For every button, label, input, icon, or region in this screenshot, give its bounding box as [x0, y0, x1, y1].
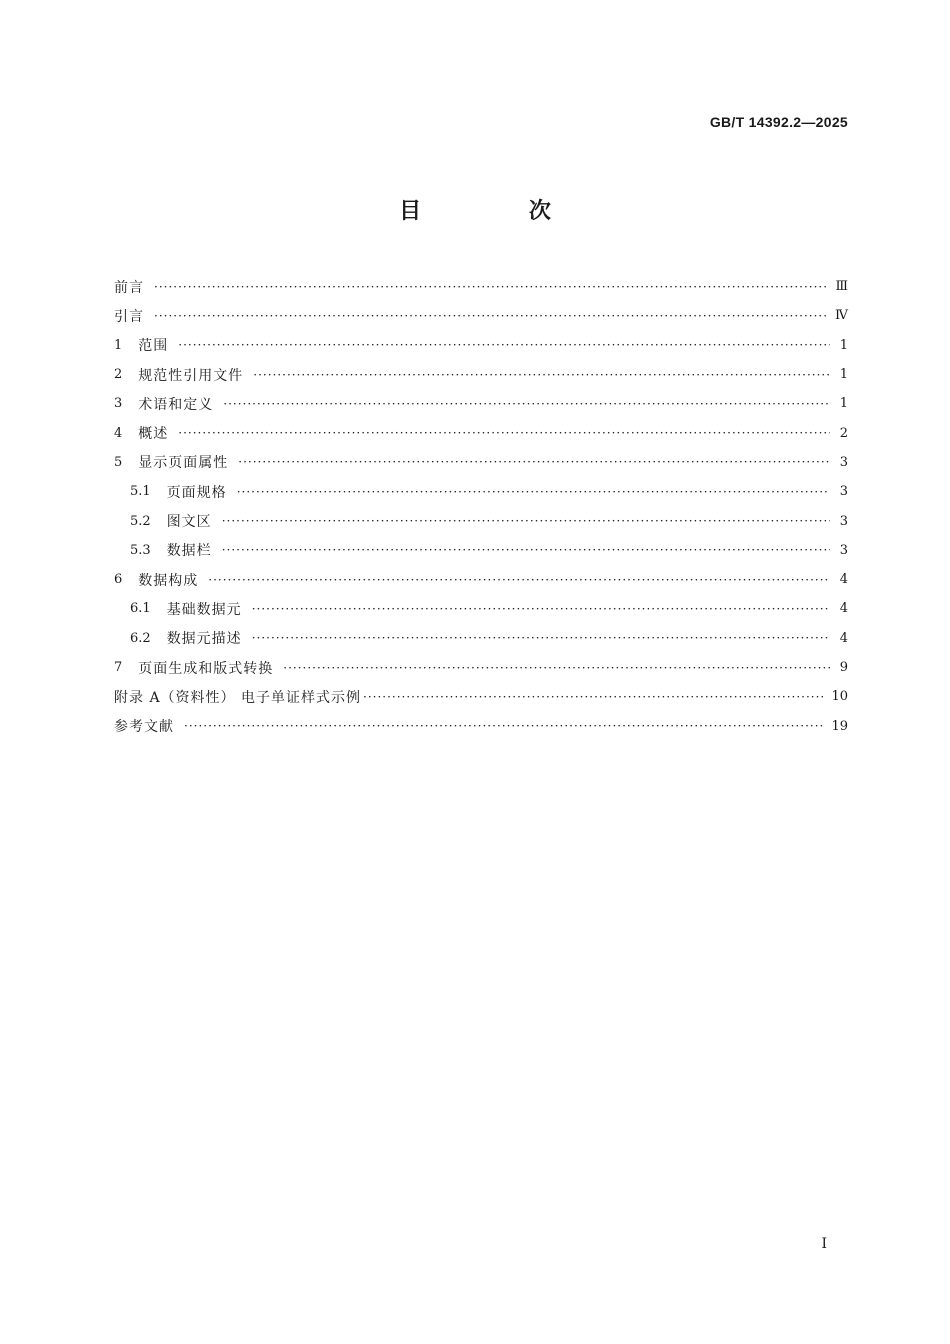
toc-page-number: 1 [839, 367, 848, 383]
dot-leader [223, 397, 830, 411]
toc-entry-text: 基础数据元 [166, 601, 242, 618]
toc-title: 目 次 [399, 199, 601, 224]
toc-page-number: 3 [839, 454, 848, 470]
dot-leader [238, 455, 830, 469]
toc-page-number: 2 [839, 425, 848, 441]
dot-leader [184, 719, 823, 733]
toc-entry-bibliography[interactable] [114, 711, 848, 740]
toc-entry-data-element-description[interactable] [114, 624, 848, 653]
toc-page-number: Ⅳ [835, 308, 848, 324]
toc-entry-number: 4 [114, 425, 123, 441]
toc-entry-text: 范围 [138, 338, 169, 355]
toc-entry-foreword[interactable] [114, 272, 848, 301]
dot-leader [253, 368, 830, 382]
toc-entry-page-spec[interactable] [114, 477, 848, 506]
toc-entry-basic-data-elements[interactable] [114, 594, 848, 623]
toc-page-number: 3 [839, 542, 848, 558]
toc-entry-graphic-area[interactable] [114, 506, 848, 535]
toc-page-number: 4 [839, 630, 848, 646]
dot-leader [252, 631, 830, 645]
toc-entry-appendix-a[interactable] [114, 682, 848, 711]
toc-entry-number: 6.1 [130, 601, 151, 617]
toc-entry-number: 5.3 [130, 542, 151, 558]
toc-entry-text: 显示页面属性 [138, 455, 229, 472]
toc-entry-text: 数据构成 [138, 572, 199, 589]
toc-entry-introduction[interactable] [114, 301, 848, 330]
toc-entry-text: 页面规格 [166, 484, 227, 501]
toc-entry-text: 数据栏 [166, 543, 212, 560]
toc-entry-number: 7 [114, 660, 123, 675]
toc-entry-text: 图文区 [166, 514, 212, 531]
toc-page-number: 10 [831, 689, 848, 705]
toc-entry-display-page-attributes[interactable] [114, 448, 848, 477]
toc-entry-number: 6.2 [130, 630, 151, 646]
toc-entry-scope[interactable] [114, 331, 848, 360]
toc-page-number: 9 [839, 660, 848, 675]
toc-entry-number: 5.2 [130, 513, 151, 529]
dot-leader [208, 573, 830, 587]
toc-page-number: 4 [839, 601, 848, 617]
toc-entry-number: 1 [114, 337, 123, 353]
dot-leader [363, 690, 823, 704]
toc-entry-number: 6 [114, 572, 123, 588]
toc-entry-number: 2 [114, 367, 123, 383]
toc-page-number: 1 [839, 396, 848, 412]
toc-page-number: Ⅲ [835, 279, 848, 295]
dot-leader [222, 514, 830, 528]
page-number: I [821, 1236, 827, 1252]
toc-page-number: 3 [839, 513, 848, 529]
toc-entry-number: 3 [114, 396, 123, 412]
toc-entry-data-composition[interactable] [114, 565, 848, 594]
toc-entry-text: 规范性引用文件 [138, 367, 244, 384]
toc-entry-number: 5 [114, 454, 123, 470]
toc-entry-text: 页面生成和版式转换 [138, 660, 274, 677]
toc-page-number: 1 [839, 337, 848, 353]
toc-entry-page-generation[interactable] [114, 653, 848, 682]
dot-leader [154, 309, 827, 323]
toc-page-number: 4 [839, 572, 848, 588]
dot-leader [252, 602, 830, 616]
toc-entry-text: 附录 A（资料性） 电子单证样式示例 [114, 689, 362, 706]
toc-entry-text: 概述 [138, 426, 169, 443]
dot-leader [178, 426, 830, 440]
document-code: GB/T 14392.2—2025 [709, 114, 848, 130]
toc-entry-text: 术语和定义 [138, 396, 214, 413]
toc-entry-terms-definitions[interactable] [114, 389, 848, 418]
toc-entry-text: 参考文献 [114, 719, 174, 736]
toc-entry-data-bar[interactable] [114, 536, 848, 565]
toc-entry-number: 5.1 [130, 484, 151, 500]
toc-entry-text: 前言 [114, 279, 144, 296]
toc-page-number: 19 [831, 718, 848, 734]
dot-leader [283, 661, 830, 675]
toc-entry-normative-references[interactable] [114, 360, 848, 389]
dot-leader [154, 280, 827, 294]
toc-entry-text: 数据元描述 [166, 631, 242, 648]
toc-page-number: 3 [839, 484, 848, 500]
dot-leader [237, 485, 830, 499]
dot-leader [222, 543, 830, 557]
toc-entry-overview[interactable] [114, 418, 848, 447]
dot-leader [178, 338, 830, 352]
table-of-contents [114, 272, 848, 741]
toc-entry-text: 引言 [114, 308, 144, 325]
